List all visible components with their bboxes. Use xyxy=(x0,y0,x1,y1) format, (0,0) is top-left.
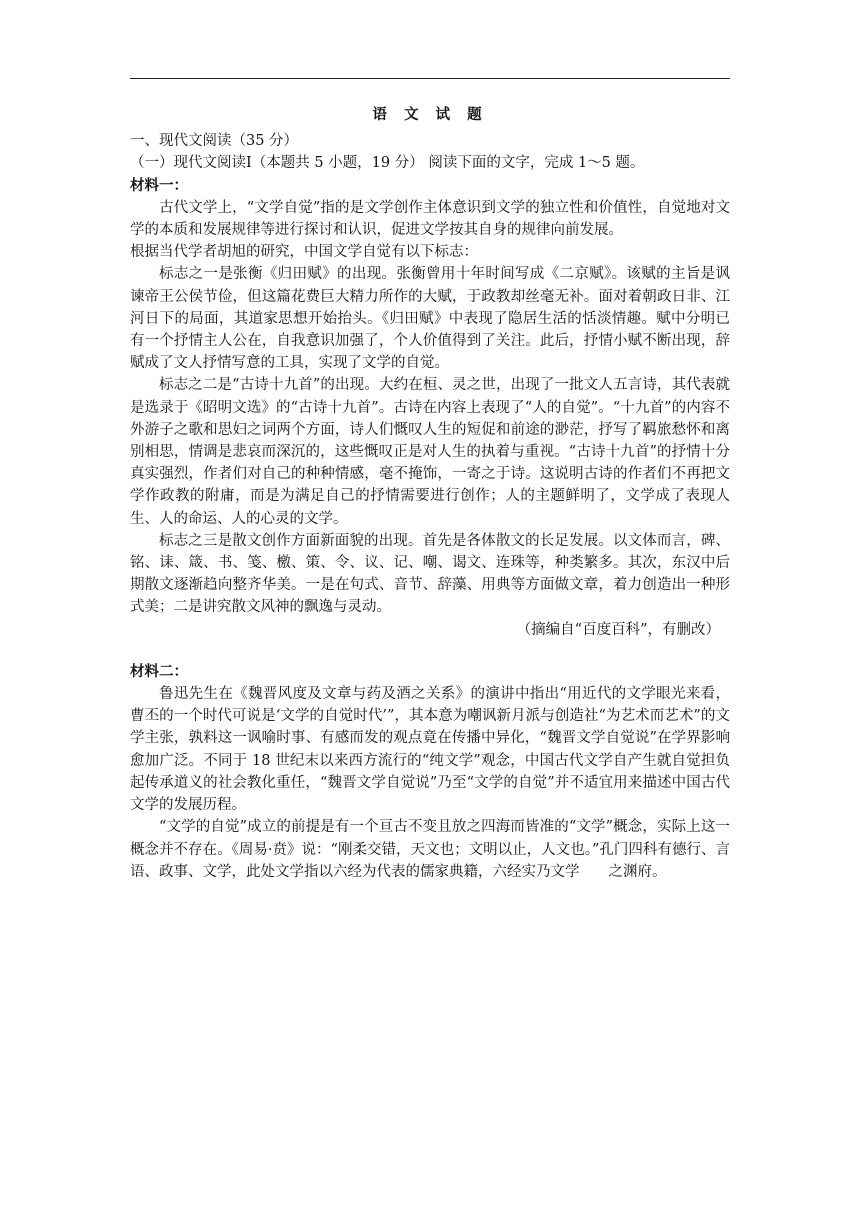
material-one-source: （摘编自“百度百科”，有删改） xyxy=(516,621,720,638)
section-heading: 一、现代文阅读（35 分） xyxy=(130,133,299,150)
material-one-heading: 材料一： xyxy=(130,176,188,194)
material-one-paragraph-4: 标志之二是“古诗十九首”的出现。大约在桓、灵之世，出现了一批文人五言诗，其代表就是选录于《昭明文选》的“古诗十九首”。古诗在内容上表现了“人的自觉”。“十九首”的内容不外游子之歌和思妇之词两个方面，诗人们慨叹人生的短促和前途的渺茫，抒写了羁旅愁怀和离别相思，情调是悲哀而深沉的，这些慨叹正是对人生的执着与重视。“古诗十九首”的抒情十分真实强烈，作者们对自己的种种情感，毫不掩饰，一寄之于诗。这说明古诗的作者们不再把文学作政教的附庸，而是为满足自己的抒情需要进行创作；人的主题鲜明了，文学成了表现人生、人的命运、人的心灵的文学。 xyxy=(130,377,730,527)
material-one-paragraph-1: 古代文学上，“文学自觉”指的是文学创作主体意识到文学的独立性和价值性，自觉地对文学的本质和发展规律等进行探讨和认识，促进文学按其自身的规律向前发展。 xyxy=(130,199,730,239)
spacer xyxy=(130,641,730,661)
material-one-paragraph-5: 标志之三是散文创作方面新面貌的出现。首先是各体散文的长足发展。以文体而言，碑、铭、诔、箴、书、笺、檄、策、令、议、记、嘲、谒文、连珠等，种类繁多。其次，东汉中后期散文逐渐趋向整齐华美。一是在句式、音节、辞藻、用典等方面做文章，着力创造出一种形式美；二是讲究散文风神的飘逸与灵动。 xyxy=(130,532,730,616)
material-two-paragraph-2: “文学的自觉”成立的前提是有一个亘古不变且放之四海而皆准的“文学”概念，实际上这一概念并不存在。《周易·贲》说：“刚柔交错，天文也；文明以止，人文也。”孔门四科有德行、言语、政事、文学，此处文学指以六经为代表的儒家典籍，六经实乃文学 之渊府。 xyxy=(130,819,730,880)
subsection-instructions: （一）现代文阅读Ⅰ（本题共 5 小题，19 分） 阅读下面的文字，完成 1～5 题。 xyxy=(130,155,645,172)
top-rule xyxy=(130,78,730,79)
material-two-paragraph-1: 鲁迅先生在《魏晋风度及文章与药及酒之关系》的演讲中指出“用近代的文学眼光来看，曹丕的一个时代可说是‘文学的自觉时代’”，其本意为嘲讽新月派与创造社“为艺术而艺术”的文学主张，孰料这一讽喻时事、有感而发的观点竟在传播中异化，“魏晋文学自觉说”在学界影响愈加广泛。不同于 18 世纪末以来西方流行的“纯文学”观念，中国古代文学自产生就自觉担负起传承道义的社会教化重任，“魏晋文学自觉说”乃至“文学的自觉”并不适宜用来描述中国古代文学的发展历程。 xyxy=(130,686,730,814)
material-one-paragraph-2: 根据当代学者胡旭的研究，中国文学自觉有以下标志： xyxy=(130,244,478,261)
exam-page xyxy=(130,104,730,883)
material-two-heading: 材料二： xyxy=(130,662,188,680)
page-title: 语 文 试 题 xyxy=(372,106,488,123)
material-one-paragraph-3: 标志之一是张衡《归田赋》的出现。张衡曾用十年时间写成《二京赋》。该赋的主旨是讽谏帝王公侯节俭，但这篇花费巨大精力所作的大赋，于政教却丝毫无补。面对着朝政日非、江河日下的局面，其道家思想开始抬头。《归田赋》中表现了隐居生活的恬淡情趣。赋中分明已有一个抒情主人公在，自我意识加强了，个人价值得到了关注。此后，抒情小赋不断出现，辞赋成了文人抒情写意的工具，实现了文学的自觉。 xyxy=(130,266,730,372)
